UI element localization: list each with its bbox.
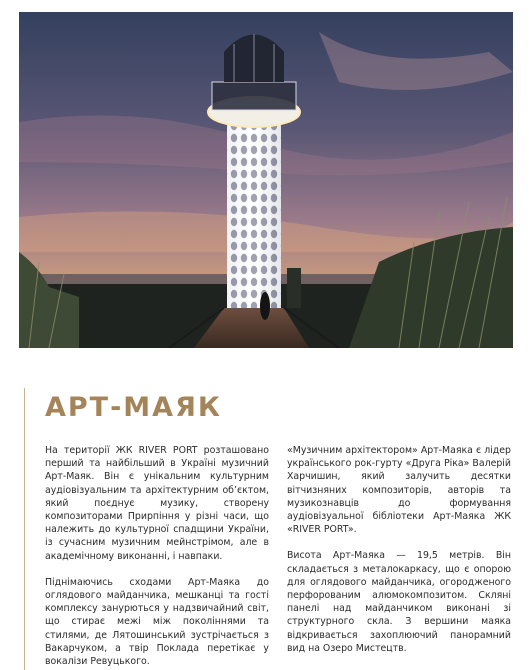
accent-rule [24, 388, 25, 670]
hero-photo [19, 12, 513, 348]
paragraph: Висота Арт-Маяка — 19,5 метрів. Він складається з металокаркасу, що є опорою для оглядового майданчика, огородженого перфорованим алюмокомпозитом. Скляні панелі над майданчиком виконані зі структурного скла. З вершини маяка відкривається захоплюючий панорамний вид на Озеро Мистецтв. [287, 550, 511, 654]
paragraph: «Музичним архітектором» Арт-Маяка є лідер українського рок-гурту «Друга Ріка» Валерій Харчишин, який залучить десятки вітчизняних композиторів, авторів та музикознавців до формування аудіовізуальної бібліотеки Арт-Маяка ЖК «RIVER PORT». [287, 445, 511, 536]
lighthouse-illustration [19, 12, 513, 348]
right-column [287, 444, 511, 668]
paragraph: Піднімаючись сходами Арт-Маяка до оглядового майданчика, мешканці та гості комплексу занурються у надзвичайний світ, що стирає межі між поколіннями та стилями, де Лятошинський зустрічається з Вакарчуком, а твір Поклада перетікає у вокалізи Ревуцького. [45, 576, 269, 668]
paragraph: На території ЖК RIVER PORT розташовано перший та найбільший в Україні музичний Арт-Маяк. Він є унікальним культурним аудіовізуальним та архітектурним об’єктом, який поєднує музику, створену композиторами Прирпіння у різні часи, що належить до культурної спадщини України, із сучасним музичним мейнстрімом, але в академічному виконанні, і навпаки. [45, 445, 269, 562]
left-column [45, 444, 269, 670]
article-title: АРТ-МАЯК [45, 392, 222, 423]
